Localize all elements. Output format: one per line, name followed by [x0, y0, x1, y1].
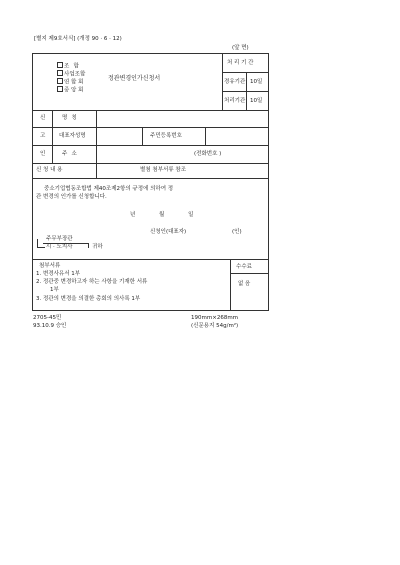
phone-label: (전화번호 )	[194, 151, 222, 157]
divider	[96, 163, 97, 178]
divider	[246, 72, 247, 110]
request-label: 신 청 내 용	[36, 167, 63, 173]
bracket-line	[43, 243, 89, 244]
bracket-line	[37, 247, 45, 248]
recipient-suffix: 귀하	[92, 244, 103, 250]
checkbox-option[interactable]: 중 앙 회	[57, 86, 83, 95]
recipient-minister: 주무부장관	[46, 236, 73, 242]
divider	[32, 127, 269, 128]
applicant-side-label: 고	[40, 133, 46, 139]
divider	[230, 259, 231, 311]
page-side-label: (앞 면)	[232, 45, 249, 51]
divider	[32, 110, 269, 111]
divider	[32, 178, 269, 179]
checkbox-option[interactable]: 조 합	[57, 62, 80, 71]
date-line: 년 월 일	[130, 212, 194, 218]
fee-value: 없 음	[238, 281, 251, 287]
divider	[230, 273, 269, 274]
statement-text: 중소기업협동조합법 제40조제2항의 규정에 의하여 정	[44, 186, 174, 192]
seal-mark: (인)	[232, 229, 242, 235]
divider	[52, 110, 53, 163]
divider	[96, 110, 97, 163]
attachments-title: 첨부서류	[39, 263, 61, 269]
processing-agency-label: 처리기관	[224, 98, 246, 104]
processing-agency-days: 10일	[250, 98, 263, 104]
name-label: 명 칭	[62, 115, 78, 121]
attachment-item: 1부	[50, 287, 59, 293]
divider	[32, 163, 269, 164]
divider	[32, 259, 269, 260]
signer-label: 신청인(대표자)	[150, 229, 187, 235]
form-title: 정관변경인가신청서	[108, 75, 161, 82]
address-label: 주 소	[62, 151, 78, 157]
checkbox-icon[interactable]	[57, 62, 63, 68]
attachment-item: 2. 정관중 변경하고자 하는 사항을 기재한 서류	[36, 279, 148, 285]
divider	[32, 145, 269, 146]
applicant-side-label: 인	[40, 151, 46, 157]
request-value: 별첨 첨부서류 참조	[140, 167, 187, 173]
divider	[205, 127, 206, 145]
representative-name-label: 대표자성명	[59, 133, 86, 139]
via-agency-label: 경유기관	[224, 79, 246, 85]
divider	[222, 53, 223, 110]
statement-text: 관 변경의 인가를 신청합니다.	[36, 194, 107, 200]
fee-label: 수수료	[236, 264, 252, 270]
divider	[142, 127, 143, 145]
bracket-line	[37, 239, 38, 247]
form-code: 2705-45민	[33, 315, 62, 321]
attachment-item: 3. 정관의 변경을 의결한 총회의 의사록 1부	[36, 296, 141, 302]
processing-period-label: 처 리 기 간	[227, 60, 254, 66]
checkbox-icon[interactable]	[57, 78, 63, 84]
checkbox-icon[interactable]	[57, 86, 63, 92]
attachment-item: 1. 변경사유서 1부	[36, 271, 81, 277]
via-agency-days: 10일	[250, 79, 263, 85]
paper-size: 190mm×268mm	[191, 315, 239, 321]
form-reference: [별지 제9호서식] (개정 90 · 6 · 12)	[34, 36, 122, 42]
paper-type: (신문용지 54g/m²)	[191, 323, 239, 329]
checkbox-option[interactable]: 연 합 회	[57, 78, 83, 87]
recipient-governor: 시 · 도지사	[46, 244, 73, 250]
bracket-line	[88, 243, 89, 248]
checkbox-icon[interactable]	[57, 70, 63, 76]
checkbox-option[interactable]: 사업조합	[57, 70, 85, 79]
approval-date: 93.10.9 승인	[33, 323, 67, 329]
resident-id-label: 주민등록번호	[150, 133, 182, 139]
applicant-side-label: 신	[40, 115, 46, 121]
